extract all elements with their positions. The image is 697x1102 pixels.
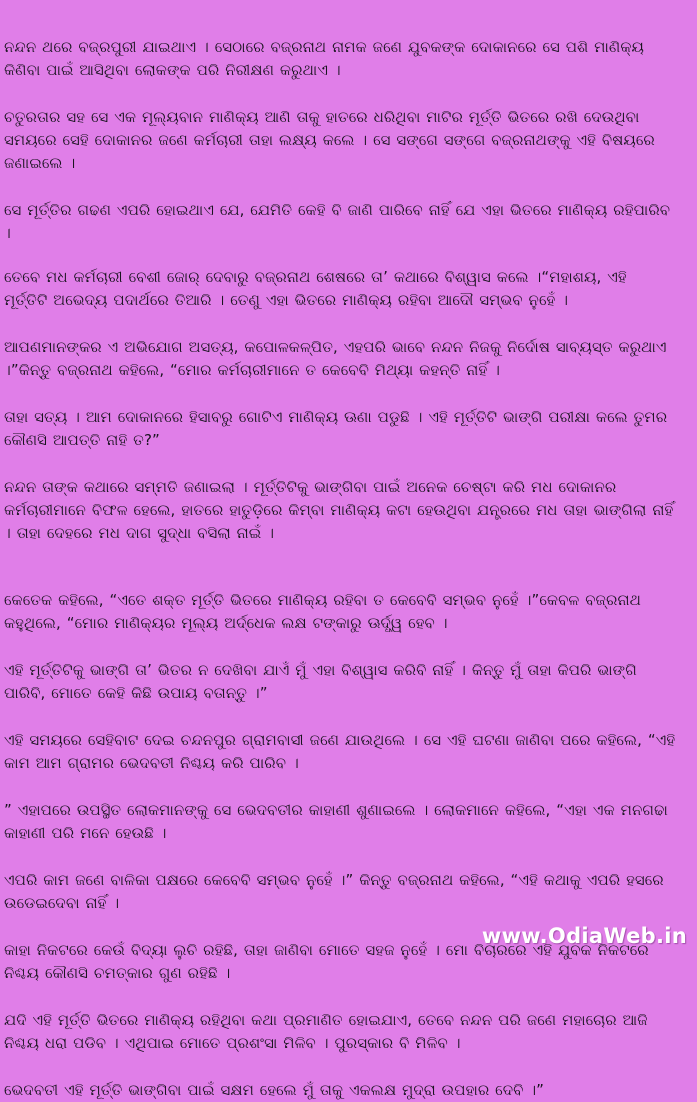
story-paragraph-3: ସେ ମୂର୍ତ୍ତିର ଗଢଣ ଏପରି ହୋଇଥାଏ ଯେ, ଯେମିତି କେହି ବି ଜାଣି ପାରିବେ ନାହିଁ ଯେ ଏହା ଭିତରେ ମାଣିକ୍ୟ ରହିପାରିବ । [4, 201, 671, 242]
story-paragraph-13: କାହା ନିକଟରେ କେଉଁ ବିଦ୍ୟା ଲୁଚି ରହିଛି, ତାହା ଜାଣିବା ମୋତେ ସହଜ ନୁହେଁ । ମୋ ବିଚାରରେ ଏହି ଯୁବକ ନିକଟରେ ନିଶ୍ଚୟ କୌଣସି ଚମତ୍କାର ଗୁଣ ରହିଛି । [4, 941, 649, 982]
story-paragraph-5: ଆପଣମାନଙ୍କର ଏ ଅଭିଯୋଗ ଅସତ୍ୟ, କପୋଳକଳ୍ପିତ, ଏହପରି ଭାବେ ନନ୍ଦନ ନିଜକୁ ନିର୍ଦୋଷ ସାବ୍ୟସ୍ତ କରୁଥାଏ ।”କିନ୍ତୁ ବଜ୍ରନାଥ କହିଲେ, “ମୋର କର୍ମଚାରୀମାନେ ତ କେବେବି ମିଥ୍ୟା କହନ୍ତି ନାହିଁ । [4, 338, 667, 379]
story-paragraph-4: ତେବେ ମଧ କର୍ମଚାରୀ ବେଶୀ ଜୋର୍ ଦେବାରୁ ବଜ୍ରନାଥ ଶେଷରେ ତା’ କଥାରେ ବିଶ୍ୱାସ କଲେ ।“ମହାଶୟ, ଏହି ମୂର୍ତ୍ତିଟି ଅଭେଦ୍ୟ ପଦାର୍ଥରେ ତିଆରି । ତେଣୁ ଏହା ଭିତରେ ମାଣିକ୍ୟ ରହିବା ଆଦୌ ସମ୍ଭବ ନୁହେଁ । [4, 268, 627, 309]
story-paragraph-6: ତାହା ସତ୍ୟ । ଆମ ଦୋକାନରେ ହିସାବରୁ ଗୋଟିଏ ମାଣିକ୍ୟ ଊଣା ପଡୁଛି । ଏହି ମୂର୍ତ୍ତିଟି ଭାଙ୍ଗି ପରୀକ୍ଷା କଲେ ତୁମର କୌଣସି ଆପତ୍ତି ନାହି ତ?” [4, 408, 668, 449]
story-paragraph-14: ଯଦି ଏହି ମୂର୍ତ୍ତି ଭିତରେ ମାଣିକ୍ୟ ରହିଥିବା କଥା ପ୍ରମାଣିତ ହୋଇଯାଏ, ତେବେ ନନ୍ଦନ ପରି ଜଣେ ମହାଚୋର ଆଜି ନିଶ୍ଚୟ ଧରା ପଡିବ । ଏଥିପାଇ ମୋତେ ପ୍ରଶଂସା ମିଳିବ । ପୁରସ୍କାର ବି ମିଳିବ । [4, 1011, 648, 1052]
story-paragraph-9: ଏହି ମୂର୍ତ୍ତିଟିକୁ ଭାଙ୍ଗି ତା’ ଭିତର ନ ଦେଖିବା ଯାଏଁ ମୁଁ ଏହା ବିଶ୍ୱାସ କରିବି ନାହିଁ । କିନ୍ତୁ ମୁଁ ତାହା କିପରି ଭାଙ୍ଗି ପାରିବି, ମୋତେ କେହି କିଛି ଉପାୟ ବତାନ୍ତୁ ।” [4, 661, 637, 702]
story-paragraph-7: ନନ୍ଦନ ତାଙ୍କ କଥାରେ ସମ୍ମତି ଜଣାଇଲା । ମୂର୍ତ୍ତିଟିକୁ ଭାଙ୍ଗିବା ପାଇଁ ଅନେକ ଚେଷ୍ଟା କରି ମଧ ଦୋକାନର କର୍ମଚାରୀମାନେ ବିଫଳ ହେଲେ, ହାତରେ ହାତୁଡ଼ିରେ କିମ୍ବା ମାଣିକ୍ୟ କଟା ହେଉଥିବା ଯନ୍ତ୍ରରେ ମଧ ତାହା ଭାଙ୍ଗିଲା ନାହିଁ । ତାହା ଦେହରେ ମଧ ଦାଗ ସୁଦ୍ଧା ବସିଲା ନାଇଁ । [4, 478, 674, 542]
story-paragraph-10: ଏହି ସମୟରେ ସେହିବାଟ ଦେଇ ଚନ୍ଦନପୁର ଗ୍ରାମବାସୀ ଜଣେ ଯାଉଥିଲେ । ସେ ଏହି ଘଟଣା ଜାଣିବା ପରେ କହିଲେ, “ଏହି କାମ ଆମ ଗ୍ରାମର ଭେଦବତୀ ନିଶ୍ଚୟ କରି ପାରିବ । [4, 731, 676, 772]
story-paragraph-11: ” ଏହାପରେ ଉପସ୍ଥିତ ଲୋକମାନଙ୍କୁ ସେ ଭେଦବତୀର କାହାଣୀ ଶୁଣାଇଲେ । ଲୋକମାନେ କହିଲେ, “ଏହା ଏକ ମନଗଢା କାହାଣୀ ପରି ମନେ ହେଉଛି । [4, 801, 668, 842]
story-paragraph-2: ଚତୁରତାର ସହ ସେ ଏକ ମୂଲ୍ୟବାନ ମାଣିକ୍ୟ ଆଣି ତାକୁ ହାତରେ ଧରିଥିବା ମାଟିର ମୂର୍ତ୍ତି ଭିତରେ ରଖି ଦେଉଥିବା ସମୟରେ ସେହି ଦୋକାନର ଜଣେ କର୍ମଚାରୀ ତାହା ଲକ୍ଷ୍ୟ କଲେ । ସେ ସଙ୍ଗେ ସଙ୍ଗେ ବଜ୍ରନାଥଙ୍କୁ ଏହି ବିଷୟରେ ଜଣାଇଲେ । [4, 108, 655, 172]
site-watermark: www.OdiaWeb.in [481, 924, 687, 948]
story-paragraph-8: କେତେକ କହିଲେ, “ଏତେ ଶକ୍ତ ମୂର୍ତ୍ତି ଭିତରେ ମାଣିକ୍ୟ ରହିବା ତ କେବେବି ସମ୍ଭବ ନୁହେଁ ।”କେବଳ ବଜ୍ରନାଥ କହୁଥିଲେ, “ମୋର ମାଣିକ୍ୟର ମୂଲ୍ୟ ଅର୍ଦ୍ଧେକ ଲକ୍ଷ ଟଙ୍କାରୁ ଊର୍ଦ୍ଧ୍ୱ ହେବ । [4, 591, 641, 632]
story-paragraph-12: ଏପରି କାମ ଜଣେ ବାଳିକା ପକ୍ଷରେ କେବେବି ସମ୍ଭବ ନୁହେଁ ।” କିନ୍ତୁ ବଜ୍ରନାଥ କହିଲେ, “ଏହି କଥାକୁ ଏପରି ହସରେ ଉଡେଇଦେବା ନାହିଁ । [4, 871, 664, 912]
story-paragraph-1: ନନ୍ଦନ ଥରେ ବଜ୍ରପୁରୀ ଯାଇଥାଏ । ସେଠାରେ ବଜ୍ରନାଥ ନାମକ ଜଣେ ଯୁବକଙ୍କ ଦୋକାନରେ ସେ ପଶି ମାଣିକ୍ୟ କିଣିବା ପାଇଁ ଆସିଥିବା ଲୋକଙ୍କ ପରି ନିରୀକ୍ଷଣ କରୁଥାଏ । [4, 38, 645, 79]
story-paragraph-15: ଭେଦବତୀ ଏହି ମୂର୍ତ୍ତି ଭାଙ୍ଗିବା ପାଇଁ ସକ୍ଷମ ହେଲେ ମୁଁ ତାକୁ ଏକଲକ୍ଷ ମୁଦ୍ରା ଉପହାର ଦେବି ।” [4, 1081, 545, 1099]
